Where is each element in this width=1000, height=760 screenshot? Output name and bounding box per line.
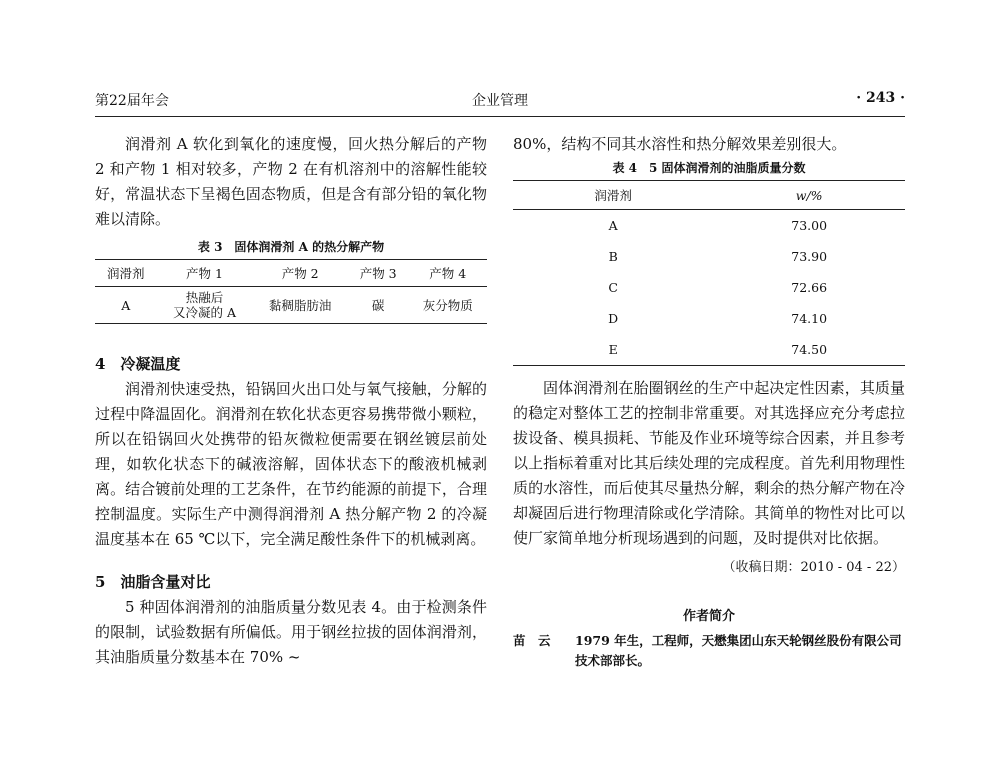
paragraph-lubricant-a: 润滑剂 A 软化到氧化的速度慢，回火热分解后的产物 2 和产物 1 相对较多，产物 2 在有机溶剂中的溶解性能较好，常温状态下呈褐色固态物质，但是含有部分铅的氧化物难以清除。 (95, 135, 487, 228)
header-section: 企业管理 (472, 93, 528, 109)
table4-header-row (513, 181, 905, 210)
table4-cell: D (608, 311, 619, 326)
table4-cell: B (608, 249, 618, 264)
table4-cell: 73.00 (791, 218, 828, 233)
author-entry (513, 631, 905, 671)
section-5-paragraph: 5 种固体润滑剂的油脂质量分数见表 4。由于检测条件的限制，试验数据有所偏低。用于钢丝拉拔的固体润滑剂，其油脂质量分数基本在 70% ~ (95, 598, 487, 666)
table4 (513, 180, 905, 366)
table-row (513, 272, 905, 303)
table3-header-row (95, 260, 487, 287)
table3-cell-product1 (157, 287, 253, 324)
table3-cell-line: 热融后 (185, 290, 224, 305)
table4-header-cell: 润滑剂 (594, 188, 632, 203)
table3-cell: 黏稠脂肪油 (268, 297, 332, 313)
table3-cell-line: 又冷凝的 A (173, 305, 237, 320)
received-date: （收稿日期：2010 - 04 - 22） (722, 560, 905, 575)
table3 (95, 259, 487, 324)
table3-cell: 灰分物质 (422, 297, 473, 313)
header-conference: 第22届年会 (95, 93, 169, 109)
running-header (95, 90, 905, 114)
section-5-title: 5 油脂含量对比 (95, 573, 211, 591)
table3-header-cell: 产物 1 (186, 266, 223, 281)
table4-header-cell: w/% (795, 187, 823, 203)
table4-cell: 72.66 (791, 280, 828, 295)
table-row (95, 287, 487, 324)
table4-cell: C (608, 280, 618, 295)
table3-header-cell: 产物 4 (429, 266, 467, 281)
author-bio: 1979 年生，工程师，天懋集团山东天轮钢丝股份有限公司技术部部长。 (575, 633, 902, 668)
header-page-number: · 243 · (856, 90, 905, 106)
table4-caption: 表 4 5 固体润滑剂的油脂质量分数 (612, 161, 806, 175)
table3-header-cell: 产物 3 (359, 266, 397, 281)
table3-header-cell: 润滑剂 (107, 266, 145, 281)
table3-header-cell: 产物 2 (281, 266, 319, 281)
table3-caption: 表 3 固体润滑剂 A 的热分解产物 (197, 240, 385, 254)
table-row (513, 334, 905, 366)
right-column (513, 132, 905, 671)
table4-cell: 74.50 (791, 342, 828, 357)
table-row (513, 241, 905, 272)
section-4-paragraph: 润滑剂快速受热，铅锅回火出口处与氧气接触，分解的过程中降温固化。润滑剂在软化状态更容易携带微小颗粒，所以在铅锅回火处携带的铅灰微粒便需要在钢丝镀层前处理，如软化状态下的碱液溶解，固体状态下的酸液机械剥离。结合镀前处理的工艺条件，在节约能源的前提下，合理控制温度。实际生产中测得润滑剂 A 热分解产物 2 的冷凝温度基本在 65 ℃以下，完全满足酸性条件下的机械剥离。 (95, 380, 487, 548)
table3-cell: A (121, 297, 131, 313)
left-column (95, 132, 487, 670)
conclusion-paragraph: 固体润滑剂在胎圈钢丝的生产中起决定性因素，其质量的稳定对整体工艺的控制非常重要。对其选择应充分考虑拉拔设备、模具损耗、节能及作业环境等综合因素，并且参考以上指标着重对比其后续处理的完成程度。首先利用物理性质的水溶性，而后使其尽量热分解，剩余的热分解产物在冷却凝固后进行物理清除或化学清除。其简单的物性对比可以使厂家简单地分析现场遇到的问题，及时提供对比依据。 (513, 379, 905, 547)
table3-cell: 碳 (371, 297, 385, 313)
table4-cell: E (608, 342, 618, 357)
author-bio-heading: 作者简介 (682, 609, 735, 624)
table4-cell: 73.90 (791, 249, 828, 264)
header-rule (95, 116, 905, 117)
paragraph-continuation: 80%，结构不同其水溶性和热分解效果差别很大。 (513, 135, 847, 153)
table-row (513, 303, 905, 334)
table4-cell: 74.10 (791, 311, 828, 326)
author-name: 苗 云 (513, 633, 551, 648)
table4-cell: A (608, 218, 618, 233)
section-4-title: 4 冷凝温度 (95, 355, 181, 373)
table-row (513, 210, 905, 242)
